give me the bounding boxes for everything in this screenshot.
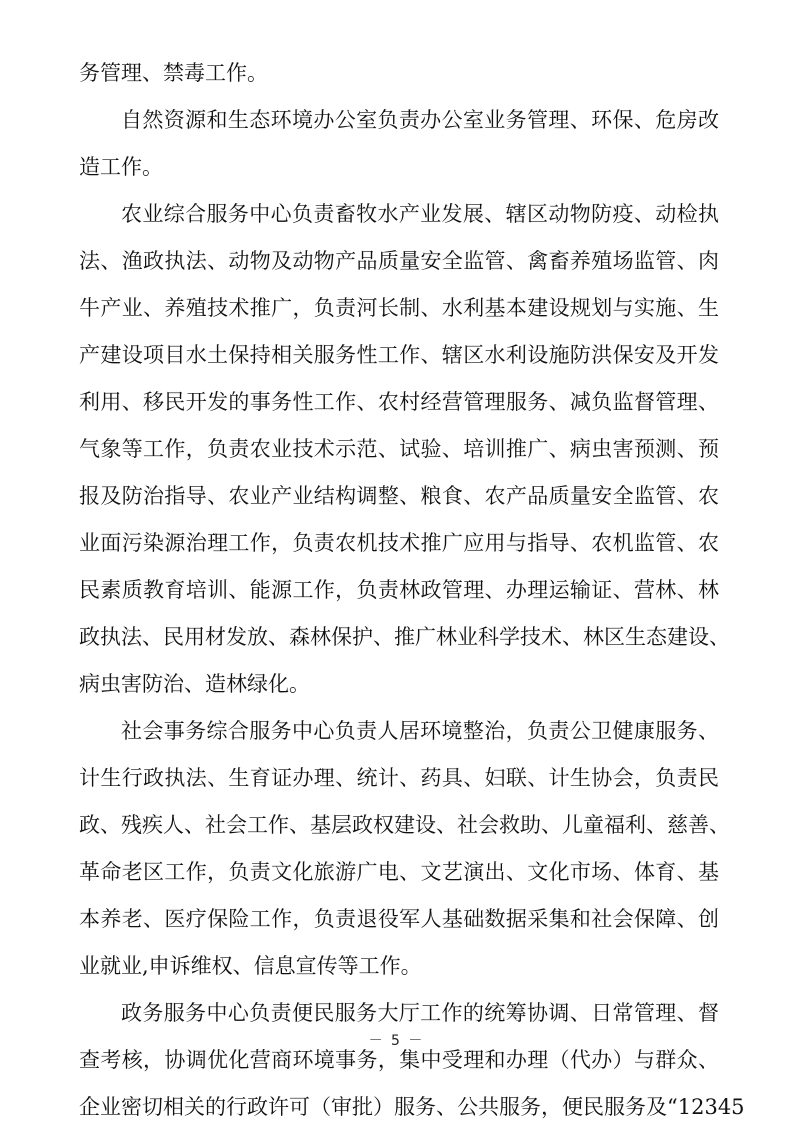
text-line: 农业综合服务中心负责畜牧水产业发展、辖区动物防疫、动检执 bbox=[121, 202, 719, 226]
text-line: 本养老、医疗保险工作，负责退役军人基础数据采集和社会保障、创 bbox=[79, 907, 719, 931]
text-line: 病虫害防治、造林绿化。 bbox=[79, 672, 310, 696]
text-line: 业面污染源治理工作，负责农机技术推广应用与指导、农机监管、农 bbox=[79, 531, 719, 555]
text-line: 气象等工作，负责农业技术示范、试验、培训推广、病虫害预测、预 bbox=[79, 437, 719, 461]
text-line: 自然资源和生态环境办公室负责办公室业务管理、环保、危房改 bbox=[121, 108, 719, 132]
text-line: 查考核，协调优化营商环境事务，集中受理和办理（代办）与群众、 bbox=[79, 1048, 719, 1072]
text-line: 利用、移民开发的事务性工作、农村经营管理服务、减负监督管理、 bbox=[79, 390, 719, 414]
text-line: 政务服务中心负责便民服务大厅工作的统筹协调、日常管理、督 bbox=[121, 1001, 719, 1025]
text-line: 政、残疾人、社会工作、基层政权建设、社会救助、儿童福利、慈善、 bbox=[79, 813, 730, 837]
text-line: 革命老区工作，负责文化旅游广电、文艺演出、文化市场、体育、基 bbox=[79, 860, 719, 884]
text-line: 企业密切相关的行政许可（审批）服务、公共服务，便民服务及“12345 bbox=[79, 1095, 745, 1119]
page-number: － 5 － bbox=[368, 1033, 425, 1049]
text-line: 务管理、禁毒工作。 bbox=[79, 61, 268, 85]
body-text bbox=[79, 50, 745, 1131]
text-line: 业就业,申诉维权、信息宣传等工作。 bbox=[79, 954, 422, 978]
text-line: 计生行政执法、生育证办理、统计、药具、妇联、计生协会，负责民 bbox=[79, 766, 719, 790]
text-line: 产建设项目水土保持相关服务性工作、辖区水利设施防洪保安及开发 bbox=[79, 343, 719, 367]
text-line: 牛产业、养殖技术推广，负责河长制、水利基本建设规划与实施、生 bbox=[79, 296, 719, 320]
text-line: 政执法、民用材发放、森林保护、推广林业科学技术、林区生态建设、 bbox=[79, 625, 730, 649]
text-line: 社会事务综合服务中心负责人居环境整治，负责公卫健康服务、 bbox=[121, 719, 719, 743]
text-line: 法、渔政执法、动物及动物产品质量安全监管、禽畜养殖场监管、肉 bbox=[79, 249, 719, 273]
text-line: 造工作。 bbox=[79, 155, 163, 179]
text-line: 报及防治指导、农业产业结构调整、粮食、农产品质量安全监管、农 bbox=[79, 484, 719, 508]
text-line: 民素质教育培训、能源工作，负责林政管理、办理运输证、营林、林 bbox=[79, 578, 719, 602]
